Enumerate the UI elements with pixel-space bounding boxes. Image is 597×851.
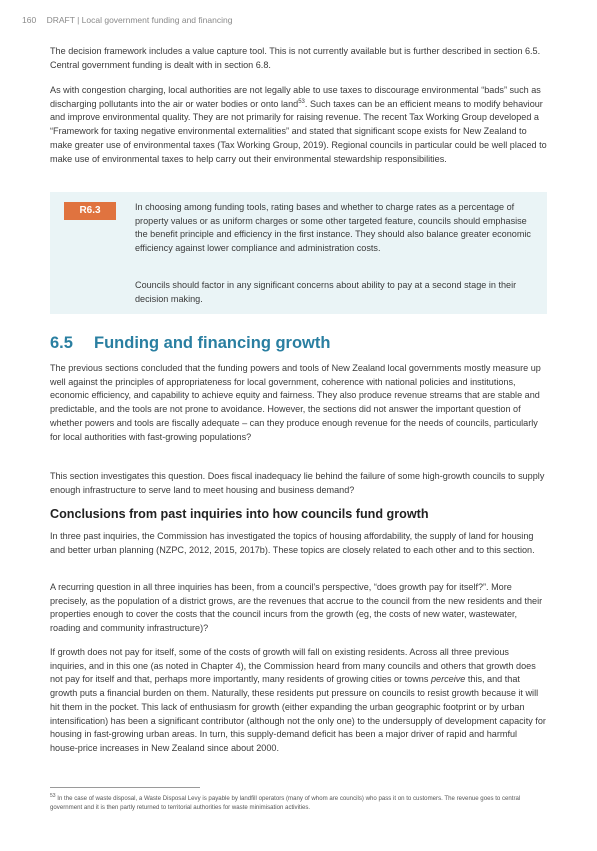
emphasis-perceive: perceive [430, 674, 466, 685]
section-number: 6.5 [50, 334, 73, 352]
sub-paragraph-2: A recurring question in all three inquiries has been, from a council’s perspective, “does growth pay for itself?”. More precisely, as the population of a district grows, are the revenues that accrue to the council from the new residents and their properties enough to cover the costs that the council incurs from the growth (eg, the costs of new water, wastewater, roading and community infrastructure)? [50, 582, 543, 634]
recommendation-box [50, 192, 547, 314]
sub-paragraph-1: In three past inquiries, the Commission has investigated the topics of housing affordability, the supply of land for housing and better urban planning (NZPC, 2012, 2015, 2017b). These topics are closely related to each other and to this section. [50, 531, 535, 555]
page-number: 160 [22, 15, 37, 25]
subheading: Conclusions from past inquiries into how councils fund growth [50, 507, 429, 521]
footnote [50, 794, 547, 812]
recommendation-badge: R6.3 [64, 202, 116, 220]
recommendation-text: In choosing among funding tools, rating bases and whether to charge rates as a percentage of property values or as uniform charges or some other targeted feature, councils should emphasise the benefit principle and efficiency in the first instance. They should also balance greater economic efficiency against lower compliance and administration costs. [135, 202, 531, 254]
footnote-ref-53[interactable]: 53 [298, 98, 305, 105]
environmental-taxes-paragraph: As with congestion charging, local authorities are not legally able to use taxes to discourage environmental “bads” such as discharging pollutants into the air or water bodies or onto land$^{53}$. Such taxes can be an efficient means to modify behaviour and improve environmental quality. They are not primarily for raising revenue. The recent Tax Working Group developed a “Framework for taxing negative environmental externalities” and stated that significant scope exists for New Zealand to make greater use of environmental taxes (Tax Working Group, 2019). Regional councils in particular could be well placed to make use of environmental taxes to help carry out their environmental stewardship responsibilities. [50, 85, 547, 164]
section-paragraph-2: This section investigates this question. Does fiscal inadequacy lie behind the failure of some high-growth councils to supply enough infrastructure to serve land to meet housing and business demand? [50, 471, 545, 495]
section-paragraph-1: The previous sections concluded that the funding powers and tools of New Zealand local governments mostly measure up well against the principles of appropriateness for local government, coherence with national policies and institutions, economic efficiency, and capability to achieve equity and fairness. They also produce revenue streams that are stable and predictable, and the tools are not prone to avoidance. However, the sections did not answer the important question of whether powers and tools are fiscally adequate – can they produce enough revenue for the needs of councils, particularly for local authorities with fast-growing populations? [50, 363, 541, 442]
sub-paragraph-3: If growth does not pay for itself, some of the costs of growth will fall on existing residents. Across all three previous inquiries, and in this one (as noted in Chapter 4), the Commission heard from many councils and others that growth does not pay for itself and that, perhaps more importantly, many residents of growing cities or towns perceive this, and that growth puts a financial burden on them. Naturally, these residents put pressure on councils to resist growth because it will hit them in the pocket. This lack of enthusiasm for growth (either expanding the urban geographic footprint or by urban intensification) has been a significant contributor (although not the only one) to the undersupply of development capacity for housing in fast-growing urban areas. In turn, this supply-demand deficit has been a major driver of rapid and harmful house-price increases in New Zealand since about 2000. [50, 647, 546, 753]
running-title: DRAFT | Local government funding and financing [46, 15, 233, 25]
intro-paragraph: The decision framework includes a value capture tool. This is not currently available but is further described in section 6.5. Central government funding is dealt with in section 6.8. [50, 46, 541, 70]
footnote-text: In the case of waste disposal, a Waste Disposal Levy is payable by landfill operators (many of whom are councils) who pass it on to customers. The revenue goes to central government and it is then partly returned to territorial authorities for waste minimisation activities. [50, 795, 521, 811]
recommendation-text-2: Councils should factor in any significant concerns about ability to pay at a second stage in their decision making. [135, 280, 517, 304]
running-header [22, 15, 232, 25]
footnote-divider [50, 787, 200, 788]
section-title: Funding and financing growth [94, 334, 331, 352]
footnote-number: 53 [50, 792, 56, 799]
section-heading [50, 334, 330, 353]
